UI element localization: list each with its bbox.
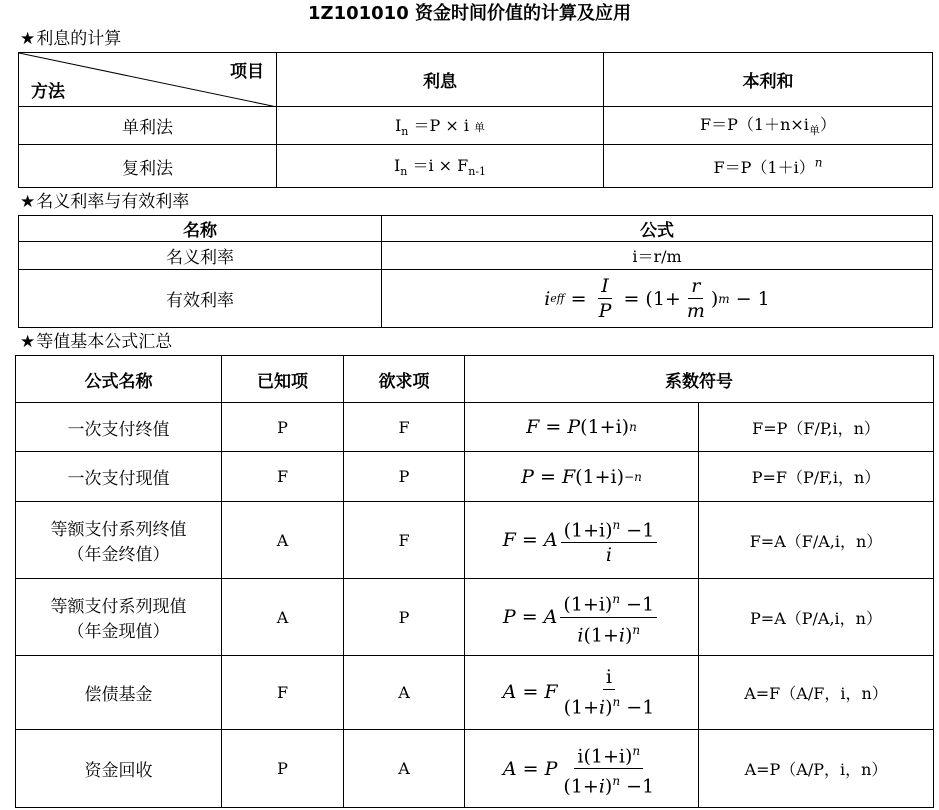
star-icon: ★	[20, 332, 36, 352]
col-header-formula-name: 公式名称	[16, 356, 222, 403]
effective-rate-name: 有效利率	[19, 270, 382, 328]
row-known: F	[222, 656, 344, 730]
col-header-formula: 公式	[382, 216, 933, 242]
row-known: A	[222, 579, 344, 656]
star-icon: ★	[20, 192, 36, 212]
col-header-coefficient: 系数符号	[465, 356, 934, 403]
equivalence-table	[15, 355, 934, 808]
row-sought: P	[344, 579, 465, 656]
row-known: F	[222, 452, 344, 502]
rate-table	[18, 215, 933, 328]
row-name: 等额支付系列现值 （年金现值）	[16, 579, 222, 656]
row-formula: A = F $\frac{i}{(1+i)^n -1}$	[465, 656, 699, 730]
row-formula: F = A $\frac{(1+i)^n -1}{i}$	[465, 502, 699, 579]
corner-bottom-label: 方法	[31, 82, 65, 102]
col-header-interest: 利息	[277, 53, 604, 107]
table-row	[16, 452, 934, 502]
row-known: P	[222, 730, 344, 808]
star-icon: ★	[20, 29, 36, 49]
row-name: 资金回收	[16, 730, 222, 808]
table-row	[16, 656, 934, 730]
row-sought: A	[344, 730, 465, 808]
section-heading-interest: ★利息的计算	[20, 29, 122, 49]
row-name: 等额支付系列终值 （年金终值）	[16, 502, 222, 579]
row-formula: F = P (1+i) n	[465, 403, 699, 452]
formula-compound-total: $F=P(1+i)^n$	[604, 145, 933, 188]
row-sought: F	[344, 403, 465, 452]
row-sought: A	[344, 656, 465, 730]
table-row	[16, 403, 934, 452]
page-title: 1Z101010 资金时间价值的计算及应用	[308, 3, 631, 24]
corner-top-label: 项目	[230, 62, 264, 82]
section-heading-equivalence: ★等值基本公式汇总	[20, 332, 173, 352]
table-row	[16, 579, 934, 656]
col-header-total: 本利和	[604, 53, 933, 107]
row-symbol: P=A（P/A,i，n）	[699, 579, 934, 656]
corner-header	[19, 53, 277, 107]
row-formula: P = A $\frac{(1+i)^n -1}{i(1+i)^n}$	[465, 579, 699, 656]
col-header-name: 名称	[19, 216, 382, 242]
row-formula: P = F (1+i) −n	[465, 452, 699, 502]
method-compound: 复利法	[19, 145, 277, 188]
row-name: 一次支付现值	[16, 452, 222, 502]
col-header-sought: 欲求项	[344, 356, 465, 403]
row-symbol: A=F（A/F，i，n）	[699, 656, 934, 730]
effective-rate-formula: i eff = $\frac{I}{P}$ = (1+ $\frac{r}{m}$ ) m − 1	[382, 270, 933, 328]
row-known: A	[222, 502, 344, 579]
row-known: P	[222, 403, 344, 452]
nominal-rate-formula: i＝r/m	[382, 242, 933, 270]
row-sought: F	[344, 502, 465, 579]
row-symbol: F=A（F/A,i，n）	[699, 502, 934, 579]
row-symbol: A=P（A/P，i，n）	[699, 730, 934, 808]
row-symbol: P=F（P/F,i，n）	[699, 452, 934, 502]
interest-table	[18, 52, 933, 188]
table-row	[16, 730, 934, 808]
formula-compound-interest: $I_n =i \times F_{n-1}$	[277, 145, 604, 188]
row-sought: P	[344, 452, 465, 502]
col-header-known: 已知项	[222, 356, 344, 403]
table-row	[16, 502, 934, 579]
row-name: 一次支付终值	[16, 403, 222, 452]
row-symbol: F=P（F/P,i，n）	[699, 403, 934, 452]
formula-simple-interest: $I_n =P \times i$ 单	[277, 107, 604, 145]
section-heading-rates: ★名义利率与有效利率	[20, 192, 190, 212]
method-simple: 单利法	[19, 107, 277, 145]
row-name: 偿债基金	[16, 656, 222, 730]
nominal-rate-name: 名义利率	[19, 242, 382, 270]
row-formula: A = P $\frac{i(1+i)^n}{(1+i)^n -1}$	[465, 730, 699, 808]
formula-simple-total: $F=P(1+n\times i_单)$	[604, 107, 933, 145]
